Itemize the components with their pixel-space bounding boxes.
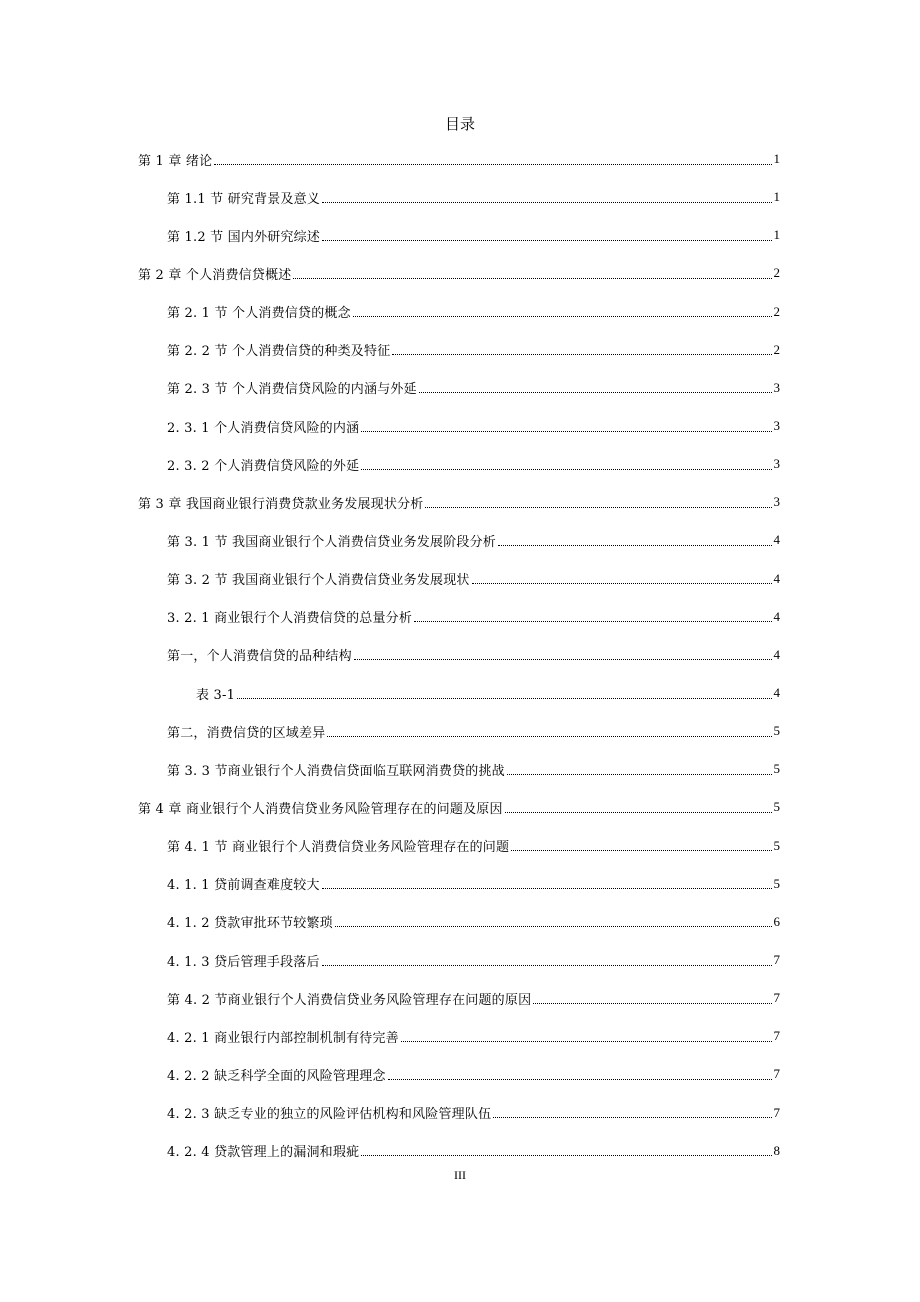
toc-entry[interactable] (138, 140, 780, 178)
toc-entry-title: 4. 2. 2 缺乏科学全面的风险管理理念 (167, 1068, 386, 1084)
dot-leader (361, 469, 771, 470)
toc-entry-page-number: 4 (773, 685, 780, 701)
toc-entry-title: 4. 2. 3 缺乏专业的独立的风险评估机构和风险管理队伍 (167, 1107, 492, 1123)
toc-entry-title: 第 3. 3 节商业银行个人消费信贷面临互联网消费贷的挑战 (167, 763, 505, 779)
toc-entry-title: 第 2. 2 节 个人消费信贷的种类及特征 (167, 344, 391, 360)
toc-entry-title: 第 2 章 个人消费信贷概述 (138, 267, 292, 283)
page-number: III (454, 1168, 466, 1182)
toc-entry-title: 第 2. 3 节 个人消费信贷风险的内涵与外延 (167, 382, 417, 398)
dot-leader (493, 1117, 771, 1118)
dot-leader (322, 965, 772, 966)
toc-entry[interactable] (138, 979, 780, 1017)
toc-entry[interactable] (138, 407, 780, 445)
toc-entry-title: 第 1 章 绪论 (138, 153, 213, 169)
toc-entry[interactable] (138, 636, 780, 674)
toc-entry[interactable] (138, 1017, 780, 1055)
toc-entry-title: 第一，个人消费信贷的品种结构 (167, 649, 352, 665)
toc-entry-page-number: 4 (773, 646, 780, 662)
toc-entry-page-number: 2 (773, 341, 780, 357)
toc-entry[interactable] (138, 178, 780, 216)
dot-leader (505, 812, 772, 813)
toc-entry[interactable] (138, 1132, 780, 1170)
table-of-contents (138, 140, 780, 1170)
toc-entry-page-number: 7 (773, 952, 780, 968)
dot-leader (353, 316, 772, 317)
toc-entry-title: 第 1.2 节 国内外研究综述 (167, 229, 321, 245)
dot-leader (533, 1003, 771, 1004)
toc-entry-page-number: 7 (773, 990, 780, 1006)
toc-entry-title: 第 3 章 我国商业银行消费贷款业务发展现状分析 (138, 496, 424, 512)
toc-entry-page-number: 7 (773, 1028, 780, 1044)
toc-entry-page-number: 1 (773, 227, 780, 243)
toc-entry-page-number: 4 (773, 608, 780, 624)
dot-leader (498, 545, 771, 546)
toc-entry-title: 第 4 章 商业银行个人消费信贷业务风险管理存在的问题及原因 (138, 801, 503, 817)
toc-entry-title: 第 3. 1 节 我国商业银行个人消费信贷业务发展阶段分析 (167, 534, 497, 550)
dot-leader (354, 659, 772, 660)
toc-entry-page-number: 5 (773, 799, 780, 815)
dot-leader (335, 926, 772, 927)
toc-entry-page-number: 7 (773, 1066, 780, 1082)
toc-entry-title: 表 3-1 (196, 687, 236, 703)
toc-entry[interactable] (138, 1094, 780, 1132)
toc-entry[interactable] (138, 293, 780, 331)
toc-entry-page-number: 1 (773, 151, 780, 167)
toc-entry-title: 4. 1. 3 贷后管理手段落后 (167, 954, 320, 970)
toc-entry[interactable] (138, 560, 780, 598)
toc-entry-page-number: 3 (773, 418, 780, 434)
toc-entry[interactable] (138, 674, 780, 712)
toc-entry-page-number: 6 (773, 913, 780, 929)
toc-entry-page-number: 3 (773, 379, 780, 395)
toc-entry[interactable] (138, 483, 780, 521)
dot-leader (511, 850, 771, 851)
dot-leader (322, 240, 771, 241)
toc-entry[interactable] (138, 941, 780, 979)
dot-leader (472, 583, 772, 584)
toc-entry-page-number: 1 (773, 189, 780, 205)
toc-entry-page-number: 4 (773, 570, 780, 586)
toc-entry-title: 第二，消费信贷的区域差异 (167, 725, 326, 741)
toc-entry-page-number: 3 (773, 494, 780, 510)
toc-entry[interactable] (138, 865, 780, 903)
dot-leader (401, 1041, 772, 1042)
toc-entry[interactable] (138, 750, 780, 788)
dot-leader (392, 354, 771, 355)
toc-entry-page-number: 7 (773, 1104, 780, 1120)
toc-entry[interactable] (138, 331, 780, 369)
toc-entry[interactable] (138, 903, 780, 941)
toc-entry-title: 4. 2. 1 商业银行内部控制机制有待完善 (167, 1030, 399, 1046)
dot-leader (388, 1079, 772, 1080)
toc-entry[interactable] (138, 369, 780, 407)
toc-entry-page-number: 4 (773, 532, 780, 548)
toc-entry[interactable] (138, 521, 780, 559)
toc-entry-page-number: 2 (773, 265, 780, 281)
dot-leader (322, 202, 771, 203)
toc-entry-title: 第 2. 1 节 个人消费信贷的概念 (167, 306, 351, 322)
toc-entry[interactable] (138, 827, 780, 865)
toc-entry-page-number: 5 (773, 837, 780, 853)
toc-entry-page-number: 3 (773, 456, 780, 472)
page-title: 目录 (444, 115, 475, 133)
toc-entry[interactable] (138, 254, 780, 292)
toc-entry-title: 4. 1. 1 贷前调查难度较大 (167, 878, 320, 894)
toc-entry-title: 4. 1. 2 贷款审批环节较繁琐 (167, 916, 333, 932)
toc-entry[interactable] (138, 216, 780, 254)
dot-leader (214, 164, 771, 165)
dot-leader (361, 1155, 771, 1156)
dot-leader (237, 698, 771, 699)
toc-entry[interactable] (138, 598, 780, 636)
dot-leader (419, 392, 772, 393)
toc-entry[interactable] (138, 1055, 780, 1093)
toc-entry-title: 第 1.1 节 研究背景及意义 (167, 191, 321, 207)
toc-entry-title: 2. 3. 2 个人消费信贷风险的外延 (167, 458, 360, 474)
toc-entry[interactable] (138, 788, 780, 826)
toc-entry-page-number: 8 (773, 1142, 780, 1158)
dot-leader (414, 621, 771, 622)
dot-leader (425, 507, 771, 508)
toc-entry-title: 第 4. 2 节商业银行个人消费信贷业务风险管理存在问题的原因 (167, 992, 532, 1008)
toc-entry-page-number: 5 (773, 761, 780, 777)
toc-entry[interactable] (138, 445, 780, 483)
toc-entry-title: 3. 2. 1 商业银行个人消费信贷的总量分析 (167, 611, 413, 627)
toc-entry-page-number: 5 (773, 875, 780, 891)
toc-entry-title: 第 3. 2 节 我国商业银行个人消费信贷业务发展现状 (167, 573, 470, 589)
toc-entry-page-number: 2 (773, 303, 780, 319)
toc-entry-title: 4. 2. 4 贷款管理上的漏洞和瑕疵 (167, 1145, 360, 1161)
dot-leader (322, 888, 772, 889)
toc-entry[interactable] (138, 712, 780, 750)
dot-leader (361, 431, 771, 432)
toc-entry-title: 第 4. 1 节 商业银行个人消费信贷业务风险管理存在的问题 (167, 840, 510, 856)
dot-leader (293, 278, 771, 279)
toc-entry-page-number: 5 (773, 723, 780, 739)
toc-entry-title: 2. 3. 1 个人消费信贷风险的内涵 (167, 420, 360, 436)
dot-leader (507, 774, 772, 775)
dot-leader (327, 736, 771, 737)
